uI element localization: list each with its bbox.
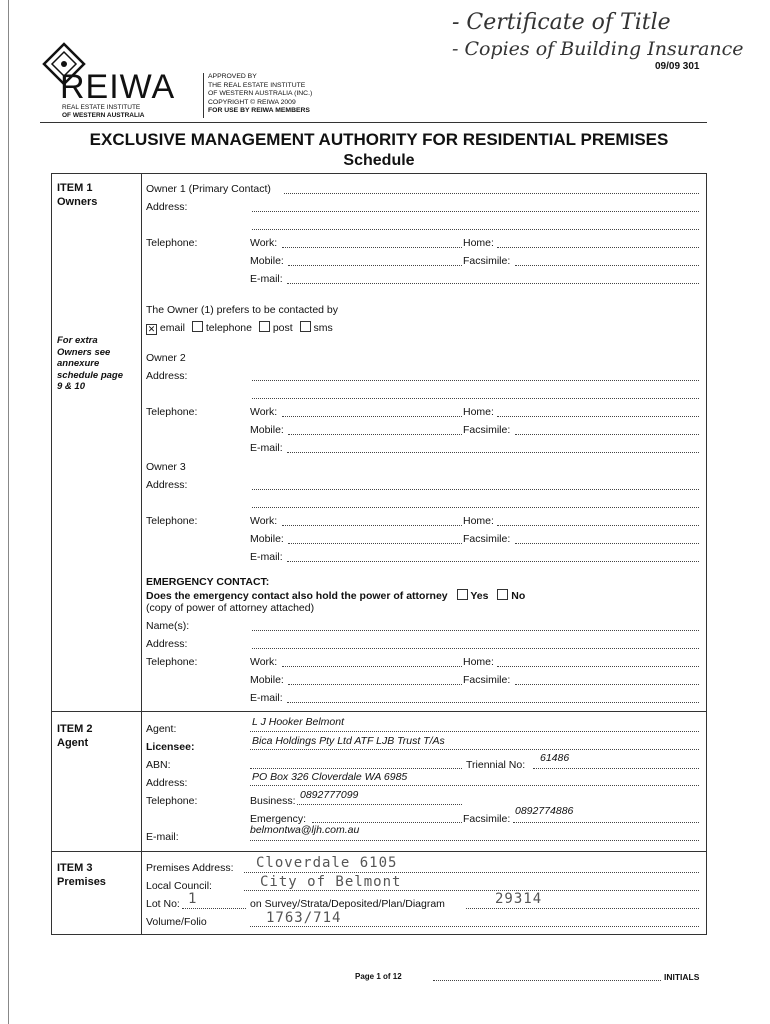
emergency-phone-label: Emergency:: [250, 813, 307, 825]
triennial-label: Triennial No:: [466, 759, 526, 771]
initials-label: INITIALS: [664, 972, 700, 982]
lot-no-label: Lot No:: [146, 898, 180, 910]
agent-label: Agent:: [146, 723, 177, 735]
owner2-home-field[interactable]: [497, 416, 699, 417]
owner2-email-label: E-mail:: [250, 442, 283, 454]
owner3-address-field-2[interactable]: [252, 507, 699, 508]
emergency-fax-field[interactable]: [515, 684, 699, 685]
initials-field[interactable]: [433, 980, 661, 981]
email-checkbox[interactable]: ✕: [147, 324, 156, 334]
owner1-home-label: Home:: [463, 237, 494, 249]
handwritten-note-certificate: - Certificate of Title: [452, 10, 671, 35]
owner2-mobile-field[interactable]: [288, 434, 462, 435]
owner2-address-field[interactable]: [252, 380, 699, 381]
owner2-telephone-label: Telephone:: [146, 406, 198, 418]
emergency-phone-field[interactable]: [312, 822, 462, 823]
logo-text: REIWA: [60, 68, 176, 106]
owner3-fax-label: Facsimile:: [463, 533, 511, 545]
owner3-mobile-label: Mobile:: [250, 533, 284, 545]
owner1-email-field[interactable]: [287, 283, 699, 284]
owner1-field[interactable]: [284, 193, 699, 194]
item2-heading: ITEM 2: [57, 723, 93, 735]
owner2-work-label: Work:: [250, 406, 278, 418]
local-council-label: Local Council:: [146, 880, 212, 892]
owner3-home-label: Home:: [463, 515, 494, 527]
owner1-address-field-2[interactable]: [252, 229, 699, 230]
abn-field[interactable]: [250, 768, 462, 769]
telephone-checkbox[interactable]: [192, 321, 203, 332]
owner3-address-label: Address:: [146, 479, 188, 491]
emergency-telephone-label: Telephone:: [146, 656, 198, 668]
contact-preference-options: ✕ email telephone post sms: [147, 322, 333, 334]
owner2-fax-field[interactable]: [515, 434, 699, 435]
emergency-address-field[interactable]: [252, 648, 699, 649]
owner2-home-label: Home:: [463, 406, 494, 418]
logo-subtitle-2: OF WESTERN AUSTRALIA: [62, 112, 145, 119]
agent-telephone-label: Telephone:: [146, 795, 198, 807]
item2-subheading: Agent: [57, 737, 89, 749]
owner3-fax-field[interactable]: [515, 543, 699, 544]
owner1-work-label: Work:: [250, 237, 278, 249]
document-subtitle: Schedule: [343, 152, 415, 169]
licensee-label: Licensee:: [146, 741, 195, 753]
premises-address-value[interactable]: Cloverdale 6105: [256, 855, 398, 871]
owner2-label: Owner 2: [146, 352, 186, 364]
owner1-address-label: Address:: [146, 201, 188, 213]
emergency-email-label: E-mail:: [250, 692, 283, 704]
item1-heading: ITEM 1: [57, 182, 93, 194]
business-value[interactable]: 0892777099: [300, 789, 359, 801]
lot-no-value[interactable]: 1: [188, 891, 198, 907]
owner2-mobile-label: Mobile:: [250, 424, 284, 436]
agent-fax-label: Facsimile:: [463, 813, 511, 825]
owner1-address-field[interactable]: [252, 211, 699, 212]
emergency-work-label: Work:: [250, 656, 278, 668]
owner1-label: Owner 1 (Primary Contact): [146, 183, 271, 195]
handwritten-note-insurance: - Copies of Building Insurance: [452, 38, 744, 60]
triennial-value[interactable]: 61486: [540, 752, 570, 764]
owner3-home-field[interactable]: [497, 525, 699, 526]
item1-subheading: Owners: [57, 196, 98, 208]
owner3-work-field[interactable]: [282, 525, 462, 526]
emergency-question: Does the emergency contact also hold the power of attorney Yes No: [146, 590, 526, 602]
owner3-address-field[interactable]: [252, 489, 699, 490]
poa-no-checkbox[interactable]: [497, 589, 508, 600]
agent-value[interactable]: L J Hooker Belmont: [252, 716, 345, 728]
owner3-telephone-label: Telephone:: [146, 515, 198, 527]
owner2-address-label: Address:: [146, 370, 188, 382]
premises-address-label: Premises Address:: [146, 862, 234, 874]
extra-owners-note: For extra Owners see annexure schedule page 9 & 10: [57, 335, 123, 392]
sms-checkbox[interactable]: [300, 321, 311, 332]
owner1-mobile-label: Mobile:: [250, 255, 284, 267]
owner2-fax-label: Facsimile:: [463, 424, 511, 436]
item3-subheading: Premises: [57, 876, 106, 888]
post-checkbox[interactable]: [259, 321, 270, 332]
reiwa-logo: [40, 42, 200, 122]
owner3-email-field[interactable]: [287, 561, 699, 562]
owner1-fax-field[interactable]: [515, 265, 699, 266]
owner3-label: Owner 3: [146, 461, 186, 473]
poa-copy-note: (copy of power of attorney attached): [146, 602, 315, 614]
logo-subtitle-1: REAL ESTATE INSTITUTE: [62, 104, 141, 111]
licensee-value[interactable]: Bica Holdings Pty Ltd ATF LJB Trust T/As: [252, 735, 445, 747]
owner1-fax-label: Facsimile:: [463, 255, 511, 267]
emergency-mobile-field[interactable]: [288, 684, 462, 685]
emergency-home-field[interactable]: [497, 666, 699, 667]
emergency-names-field[interactable]: [252, 630, 699, 631]
page-edge-line: [8, 0, 9, 1024]
agent-address-value[interactable]: PO Box 326 Cloverdale WA 6985: [252, 771, 408, 783]
owner1-email-label: E-mail:: [250, 273, 283, 285]
survey-value[interactable]: 29314: [495, 891, 543, 907]
emergency-heading: EMERGENCY CONTACT:: [146, 576, 270, 588]
agent-address-label: Address:: [146, 777, 188, 789]
owner2-address-field-2[interactable]: [252, 398, 699, 399]
emergency-fax-label: Facsimile:: [463, 674, 511, 686]
emergency-email-field[interactable]: [287, 702, 699, 703]
approval-block: APPROVED BY THE REAL ESTATE INSTITUTE OF WESTERN AUSTRALIA (INC.) COPYRIGHT © REIWA 2009 FOR USE BY REIWA MEMBERS: [208, 73, 313, 115]
owner3-email-label: E-mail:: [250, 551, 283, 563]
owner3-work-label: Work:: [250, 515, 278, 527]
owner2-work-field[interactable]: [282, 416, 462, 417]
emergency-names-label: Name(s):: [146, 620, 190, 632]
emergency-work-field[interactable]: [282, 666, 462, 667]
form-code: 09/09 301: [655, 61, 700, 72]
contact-preference-label: The Owner (1) prefers to be contacted by: [146, 304, 339, 316]
agent-email-value[interactable]: belmontwa@ljh.com.au: [250, 824, 360, 836]
owner1-home-field[interactable]: [497, 247, 699, 248]
schedule-table: [51, 173, 707, 935]
item3-heading: ITEM 3: [57, 862, 93, 874]
local-council-value[interactable]: City of Belmont: [260, 874, 402, 890]
emergency-mobile-label: Mobile:: [250, 674, 284, 686]
survey-label: on Survey/Strata/Deposited/Plan/Diagram: [250, 898, 445, 910]
agent-email-label: E-mail:: [146, 831, 179, 843]
owner2-email-field[interactable]: [287, 452, 699, 453]
owner1-mobile-field[interactable]: [288, 265, 462, 266]
emergency-address-label: Address:: [146, 638, 188, 650]
volume-folio-label: Volume/Folio: [146, 916, 207, 928]
document-title: EXCLUSIVE MANAGEMENT AUTHORITY FOR RESIDENTIAL PREMISES: [89, 130, 669, 149]
agent-fax-value[interactable]: 0892774886: [515, 805, 574, 817]
emergency-home-label: Home:: [463, 656, 494, 668]
poa-yes-checkbox[interactable]: [457, 589, 468, 600]
owner1-telephone-label: Telephone:: [146, 237, 198, 249]
business-label: Business:: [250, 795, 296, 807]
volume-folio-value[interactable]: 1763/714: [266, 910, 342, 926]
page-number: Page 1 of 12: [355, 972, 402, 981]
owner1-work-field[interactable]: [282, 247, 462, 248]
abn-label: ABN:: [146, 759, 171, 771]
owner3-mobile-field[interactable]: [288, 543, 462, 544]
